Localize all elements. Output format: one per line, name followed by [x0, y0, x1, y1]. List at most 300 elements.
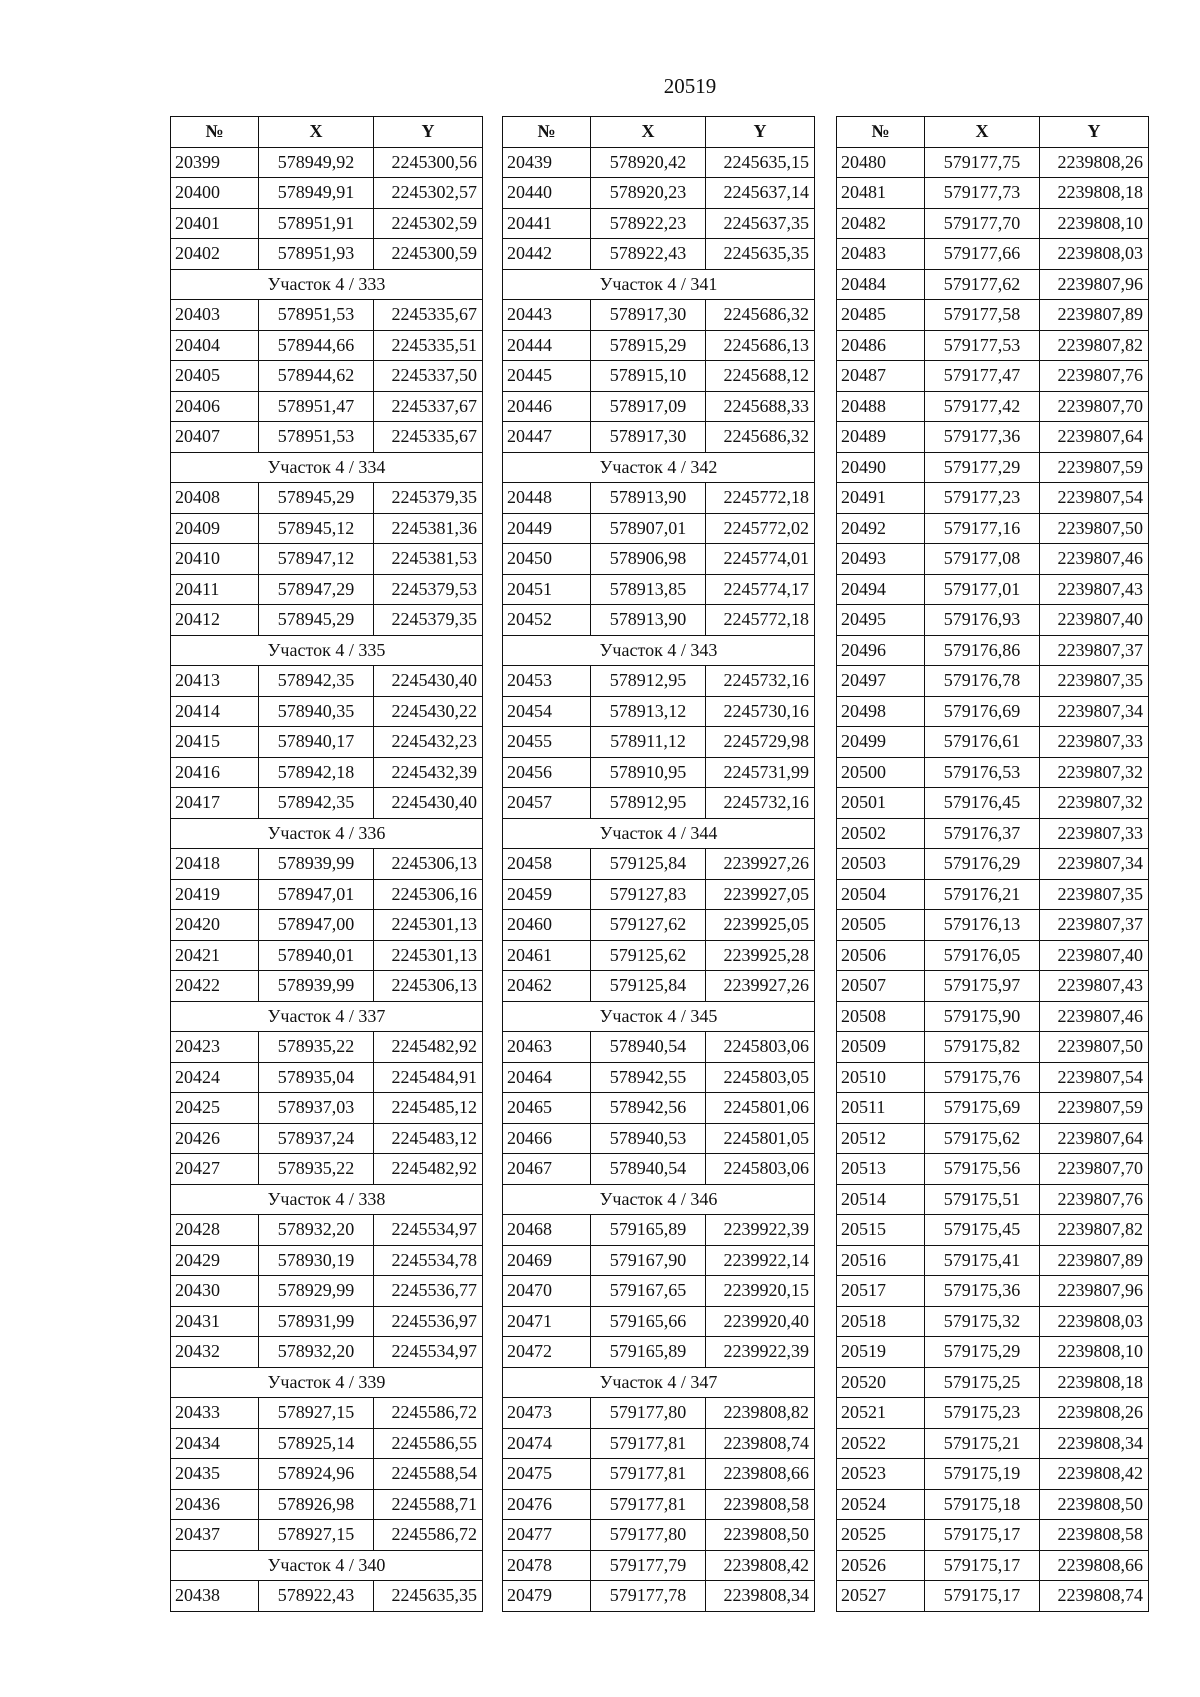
- x-coordinate-cell: 579176,13: [925, 910, 1040, 941]
- point-number-cell: 20509: [837, 1032, 925, 1063]
- y-coordinate-cell: 2245534,97: [374, 1215, 483, 1246]
- y-coordinate-cell: 2245731,99: [706, 757, 815, 788]
- x-coordinate-cell: 579177,81: [591, 1428, 706, 1459]
- section-row: [171, 1001, 483, 1032]
- y-coordinate-cell: 2245586,55: [374, 1428, 483, 1459]
- y-coordinate-cell: 2239922,14: [706, 1245, 815, 1276]
- table-row: [837, 513, 1149, 544]
- y-coordinate-cell: 2245379,53: [374, 574, 483, 605]
- table-row: [171, 483, 483, 514]
- y-coordinate-cell: 2239807,96: [1040, 269, 1149, 300]
- coordinates-table-3: [836, 116, 1149, 1612]
- y-coordinate-cell: 2245432,23: [374, 727, 483, 758]
- y-coordinate-cell: 2245306,13: [374, 971, 483, 1002]
- table-row: [837, 1123, 1149, 1154]
- point-number-cell: 20440: [503, 178, 591, 209]
- table-row: [837, 788, 1149, 819]
- y-coordinate-cell: 2245801,05: [706, 1123, 815, 1154]
- x-coordinate-cell: 578929,99: [259, 1276, 374, 1307]
- x-coordinate-cell: 579177,80: [591, 1520, 706, 1551]
- table-row: [503, 1398, 815, 1429]
- x-coordinate-cell: 579177,81: [591, 1489, 706, 1520]
- point-number-cell: 20436: [171, 1489, 259, 1520]
- section-title: Участок 4 / 335: [171, 635, 483, 666]
- point-number-cell: 20460: [503, 910, 591, 941]
- y-coordinate-cell: 2245306,13: [374, 849, 483, 880]
- x-coordinate-cell: 579175,90: [925, 1001, 1040, 1032]
- point-number-cell: 20479: [503, 1581, 591, 1612]
- table-row: [837, 483, 1149, 514]
- x-coordinate-cell: 579175,21: [925, 1428, 1040, 1459]
- table-row: [837, 1459, 1149, 1490]
- table-row: [503, 971, 815, 1002]
- y-coordinate-cell: 2239807,32: [1040, 788, 1149, 819]
- section-row: [503, 818, 815, 849]
- x-coordinate-cell: 579176,37: [925, 818, 1040, 849]
- point-number-cell: 20407: [171, 422, 259, 453]
- table-row: [171, 1245, 483, 1276]
- point-number-cell: 20455: [503, 727, 591, 758]
- x-coordinate-cell: 578947,01: [259, 879, 374, 910]
- point-number-cell: 20515: [837, 1215, 925, 1246]
- y-coordinate-cell: 2239807,35: [1040, 879, 1149, 910]
- y-coordinate-cell: 2239807,54: [1040, 1062, 1149, 1093]
- section-row: [503, 452, 815, 483]
- table-row: [503, 1215, 815, 1246]
- column-header-number: №: [503, 117, 591, 148]
- table-row: [171, 757, 483, 788]
- point-number-cell: 20519: [837, 1337, 925, 1368]
- y-coordinate-cell: 2245686,13: [706, 330, 815, 361]
- point-number-cell: 20504: [837, 879, 925, 910]
- y-coordinate-cell: 2239927,05: [706, 879, 815, 910]
- x-coordinate-cell: 579175,82: [925, 1032, 1040, 1063]
- x-coordinate-cell: 579176,53: [925, 757, 1040, 788]
- table-row: [837, 696, 1149, 727]
- point-number-cell: 20451: [503, 574, 591, 605]
- x-coordinate-cell: 579177,62: [925, 269, 1040, 300]
- x-coordinate-cell: 579175,97: [925, 971, 1040, 1002]
- y-coordinate-cell: 2239807,34: [1040, 696, 1149, 727]
- section-row: [503, 1367, 815, 1398]
- point-number-cell: 20414: [171, 696, 259, 727]
- y-coordinate-cell: 2245588,54: [374, 1459, 483, 1490]
- point-number-cell: 20486: [837, 330, 925, 361]
- table-row: [837, 635, 1149, 666]
- x-coordinate-cell: 578931,99: [259, 1306, 374, 1337]
- x-coordinate-cell: 578942,35: [259, 666, 374, 697]
- x-coordinate-cell: 578922,43: [591, 239, 706, 270]
- point-number-cell: 20450: [503, 544, 591, 575]
- point-number-cell: 20404: [171, 330, 259, 361]
- table-row: [171, 605, 483, 636]
- point-number-cell: 20458: [503, 849, 591, 880]
- point-number-cell: 20426: [171, 1123, 259, 1154]
- y-coordinate-cell: 2245432,39: [374, 757, 483, 788]
- point-number-cell: 20467: [503, 1154, 591, 1185]
- x-coordinate-cell: 579127,83: [591, 879, 706, 910]
- x-coordinate-cell: 578945,12: [259, 513, 374, 544]
- table-row: [171, 422, 483, 453]
- x-coordinate-cell: 579177,78: [591, 1581, 706, 1612]
- x-coordinate-cell: 578922,43: [259, 1581, 374, 1612]
- point-number-cell: 20449: [503, 513, 591, 544]
- table-header-row: [503, 117, 815, 148]
- point-number-cell: 20419: [171, 879, 259, 910]
- table-row: [503, 1428, 815, 1459]
- y-coordinate-cell: 2239807,89: [1040, 300, 1149, 331]
- table-row: [837, 1520, 1149, 1551]
- section-row: [503, 269, 815, 300]
- point-number-cell: 20492: [837, 513, 925, 544]
- y-coordinate-cell: 2239922,39: [706, 1337, 815, 1368]
- y-coordinate-cell: 2239808,26: [1040, 1398, 1149, 1429]
- point-number-cell: 20401: [171, 208, 259, 239]
- point-number-cell: 20473: [503, 1398, 591, 1429]
- y-coordinate-cell: 2245300,56: [374, 147, 483, 178]
- table-row: [837, 666, 1149, 697]
- x-coordinate-cell: 578911,12: [591, 727, 706, 758]
- point-number-cell: 20510: [837, 1062, 925, 1093]
- y-coordinate-cell: 2245732,16: [706, 666, 815, 697]
- column-header-y: Y: [1040, 117, 1149, 148]
- table-row: [837, 727, 1149, 758]
- section-title: Участок 4 / 344: [503, 818, 815, 849]
- point-number-cell: 20507: [837, 971, 925, 1002]
- point-number-cell: 20487: [837, 361, 925, 392]
- x-coordinate-cell: 579176,86: [925, 635, 1040, 666]
- y-coordinate-cell: 2239808,18: [1040, 178, 1149, 209]
- section-row: [171, 1184, 483, 1215]
- table-header-row: [171, 117, 483, 148]
- point-number-cell: 20453: [503, 666, 591, 697]
- point-number-cell: 20478: [503, 1550, 591, 1581]
- y-coordinate-cell: 2245301,13: [374, 910, 483, 941]
- y-coordinate-cell: 2245586,72: [374, 1398, 483, 1429]
- y-coordinate-cell: 2239808,34: [706, 1581, 815, 1612]
- point-number-cell: 20505: [837, 910, 925, 941]
- x-coordinate-cell: 578927,15: [259, 1398, 374, 1429]
- point-number-cell: 20513: [837, 1154, 925, 1185]
- column-header-y: Y: [374, 117, 483, 148]
- x-coordinate-cell: 579176,29: [925, 849, 1040, 880]
- x-coordinate-cell: 579176,78: [925, 666, 1040, 697]
- y-coordinate-cell: 2245430,40: [374, 788, 483, 819]
- point-number-cell: 20444: [503, 330, 591, 361]
- x-coordinate-cell: 578949,92: [259, 147, 374, 178]
- x-coordinate-cell: 578944,62: [259, 361, 374, 392]
- x-coordinate-cell: 578935,22: [259, 1154, 374, 1185]
- point-number-cell: 20422: [171, 971, 259, 1002]
- table-row: [171, 330, 483, 361]
- table-row: [171, 361, 483, 392]
- table-row: [837, 1337, 1149, 1368]
- table-row: [837, 971, 1149, 1002]
- y-coordinate-cell: 2239927,26: [706, 971, 815, 1002]
- point-number-cell: 20475: [503, 1459, 591, 1490]
- point-number-cell: 20524: [837, 1489, 925, 1520]
- column-header-x: X: [925, 117, 1040, 148]
- table-row: [171, 300, 483, 331]
- x-coordinate-cell: 579175,23: [925, 1398, 1040, 1429]
- column-header-number: №: [837, 117, 925, 148]
- table-row: [503, 727, 815, 758]
- point-number-cell: 20477: [503, 1520, 591, 1551]
- point-number-cell: 20491: [837, 483, 925, 514]
- table-row: [171, 940, 483, 971]
- x-coordinate-cell: 579175,17: [925, 1550, 1040, 1581]
- x-coordinate-cell: 578939,99: [259, 971, 374, 1002]
- section-row: [171, 1550, 483, 1581]
- x-coordinate-cell: 578940,54: [591, 1032, 706, 1063]
- x-coordinate-cell: 578945,29: [259, 605, 374, 636]
- y-coordinate-cell: 2239808,74: [1040, 1581, 1149, 1612]
- y-coordinate-cell: 2239807,32: [1040, 757, 1149, 788]
- x-coordinate-cell: 578913,90: [591, 605, 706, 636]
- point-number-cell: 20421: [171, 940, 259, 971]
- table-row: [503, 147, 815, 178]
- x-coordinate-cell: 579177,80: [591, 1398, 706, 1429]
- x-coordinate-cell: 579177,58: [925, 300, 1040, 331]
- x-coordinate-cell: 579175,19: [925, 1459, 1040, 1490]
- x-coordinate-cell: 578913,12: [591, 696, 706, 727]
- point-number-cell: 20448: [503, 483, 591, 514]
- point-number-cell: 20400: [171, 178, 259, 209]
- table-row: [503, 879, 815, 910]
- section-row: [171, 1367, 483, 1398]
- x-coordinate-cell: 578913,90: [591, 483, 706, 514]
- y-coordinate-cell: 2245772,02: [706, 513, 815, 544]
- y-coordinate-cell: 2245536,77: [374, 1276, 483, 1307]
- x-coordinate-cell: 578951,93: [259, 239, 374, 270]
- y-coordinate-cell: 2239807,37: [1040, 910, 1149, 941]
- table-row: [837, 391, 1149, 422]
- x-coordinate-cell: 579175,69: [925, 1093, 1040, 1124]
- table-row: [837, 1276, 1149, 1307]
- table-row: [837, 452, 1149, 483]
- y-coordinate-cell: 2245637,14: [706, 178, 815, 209]
- x-coordinate-cell: 579175,25: [925, 1367, 1040, 1398]
- y-coordinate-cell: 2239807,34: [1040, 849, 1149, 880]
- table-row: [171, 239, 483, 270]
- table-row: [837, 1489, 1149, 1520]
- table-row: [837, 1154, 1149, 1185]
- table-row: [837, 1093, 1149, 1124]
- table-row: [837, 574, 1149, 605]
- point-number-cell: 20502: [837, 818, 925, 849]
- point-number-cell: 20500: [837, 757, 925, 788]
- y-coordinate-cell: 2245801,06: [706, 1093, 815, 1124]
- point-number-cell: 20497: [837, 666, 925, 697]
- x-coordinate-cell: 578940,54: [591, 1154, 706, 1185]
- section-title: Участок 4 / 341: [503, 269, 815, 300]
- column-header-x: X: [259, 117, 374, 148]
- x-coordinate-cell: 578920,42: [591, 147, 706, 178]
- page-number: 20519: [663, 74, 717, 98]
- point-number-cell: 20466: [503, 1123, 591, 1154]
- table-row: [503, 910, 815, 941]
- table-row: [171, 208, 483, 239]
- table-row: [171, 1398, 483, 1429]
- table-row: [171, 849, 483, 880]
- section-title: Участок 4 / 343: [503, 635, 815, 666]
- point-number-cell: 20417: [171, 788, 259, 819]
- table-row: [171, 178, 483, 209]
- x-coordinate-cell: 579165,89: [591, 1337, 706, 1368]
- point-number-cell: 20511: [837, 1093, 925, 1124]
- table-row: [837, 269, 1149, 300]
- y-coordinate-cell: 2239807,70: [1040, 1154, 1149, 1185]
- point-number-cell: 20512: [837, 1123, 925, 1154]
- table-row: [171, 544, 483, 575]
- x-coordinate-cell: 578949,91: [259, 178, 374, 209]
- point-number-cell: 20471: [503, 1306, 591, 1337]
- y-coordinate-cell: 2239922,39: [706, 1215, 815, 1246]
- point-number-cell: 20499: [837, 727, 925, 758]
- x-coordinate-cell: 579125,62: [591, 940, 706, 971]
- point-number-cell: 20470: [503, 1276, 591, 1307]
- x-coordinate-cell: 579176,21: [925, 879, 1040, 910]
- x-coordinate-cell: 579177,70: [925, 208, 1040, 239]
- table-row: [837, 910, 1149, 941]
- point-number-cell: 20410: [171, 544, 259, 575]
- point-number-cell: 20493: [837, 544, 925, 575]
- table-row: [171, 971, 483, 1002]
- x-coordinate-cell: 578945,29: [259, 483, 374, 514]
- table-row: [503, 239, 815, 270]
- point-number-cell: 20443: [503, 300, 591, 331]
- y-coordinate-cell: 2245482,92: [374, 1032, 483, 1063]
- x-coordinate-cell: 578944,66: [259, 330, 374, 361]
- y-coordinate-cell: 2239807,76: [1040, 361, 1149, 392]
- section-row: [171, 818, 483, 849]
- x-coordinate-cell: 578932,20: [259, 1215, 374, 1246]
- x-coordinate-cell: 578917,09: [591, 391, 706, 422]
- y-coordinate-cell: 2239808,18: [1040, 1367, 1149, 1398]
- table-row: [171, 1276, 483, 1307]
- y-coordinate-cell: 2245732,16: [706, 788, 815, 819]
- x-coordinate-cell: 578935,22: [259, 1032, 374, 1063]
- x-coordinate-cell: 578927,15: [259, 1520, 374, 1551]
- x-coordinate-cell: 578907,01: [591, 513, 706, 544]
- point-number-cell: 20483: [837, 239, 925, 270]
- y-coordinate-cell: 2245534,97: [374, 1337, 483, 1368]
- point-number-cell: 20435: [171, 1459, 259, 1490]
- point-number-cell: 20423: [171, 1032, 259, 1063]
- x-coordinate-cell: 578917,30: [591, 422, 706, 453]
- point-number-cell: 20468: [503, 1215, 591, 1246]
- x-coordinate-cell: 579125,84: [591, 849, 706, 880]
- y-coordinate-cell: 2239808,50: [1040, 1489, 1149, 1520]
- x-coordinate-cell: 579175,56: [925, 1154, 1040, 1185]
- table-row: [171, 1428, 483, 1459]
- y-coordinate-cell: 2245688,12: [706, 361, 815, 392]
- table-row: [837, 178, 1149, 209]
- x-coordinate-cell: 579165,66: [591, 1306, 706, 1337]
- y-coordinate-cell: 2245335,67: [374, 422, 483, 453]
- point-number-cell: 20506: [837, 940, 925, 971]
- y-coordinate-cell: 2245586,72: [374, 1520, 483, 1551]
- point-number-cell: 20488: [837, 391, 925, 422]
- section-title: Участок 4 / 333: [171, 269, 483, 300]
- y-coordinate-cell: 2245772,18: [706, 605, 815, 636]
- x-coordinate-cell: 578926,98: [259, 1489, 374, 1520]
- x-coordinate-cell: 579177,81: [591, 1459, 706, 1490]
- table-row: [503, 788, 815, 819]
- table-row: [171, 1581, 483, 1612]
- table-row: [837, 1306, 1149, 1337]
- point-number-cell: 20425: [171, 1093, 259, 1124]
- table-row: [503, 361, 815, 392]
- y-coordinate-cell: 2239808,58: [1040, 1520, 1149, 1551]
- table-row: [503, 330, 815, 361]
- x-coordinate-cell: 578915,10: [591, 361, 706, 392]
- y-coordinate-cell: 2245306,16: [374, 879, 483, 910]
- x-coordinate-cell: 579167,65: [591, 1276, 706, 1307]
- point-number-cell: 20416: [171, 757, 259, 788]
- section-row: [171, 269, 483, 300]
- point-number-cell: 20517: [837, 1276, 925, 1307]
- table-row: [503, 483, 815, 514]
- table-row: [837, 1367, 1149, 1398]
- point-number-cell: 20476: [503, 1489, 591, 1520]
- x-coordinate-cell: 578942,56: [591, 1093, 706, 1124]
- point-number-cell: 20424: [171, 1062, 259, 1093]
- section-title: Участок 4 / 334: [171, 452, 483, 483]
- y-coordinate-cell: 2239808,10: [1040, 1337, 1149, 1368]
- table-row: [503, 1520, 815, 1551]
- y-coordinate-cell: 2239807,59: [1040, 1093, 1149, 1124]
- point-number-cell: 20432: [171, 1337, 259, 1368]
- x-coordinate-cell: 579125,84: [591, 971, 706, 1002]
- x-coordinate-cell: 578920,23: [591, 178, 706, 209]
- y-coordinate-cell: 2239808,66: [1040, 1550, 1149, 1581]
- table-row: [837, 1001, 1149, 1032]
- point-number-cell: 20508: [837, 1001, 925, 1032]
- y-coordinate-cell: 2245484,91: [374, 1062, 483, 1093]
- table-row: [503, 1489, 815, 1520]
- table-row: [837, 940, 1149, 971]
- table-row: [837, 361, 1149, 392]
- point-number-cell: 20516: [837, 1245, 925, 1276]
- x-coordinate-cell: 579175,29: [925, 1337, 1040, 1368]
- x-coordinate-cell: 579175,32: [925, 1306, 1040, 1337]
- y-coordinate-cell: 2245302,59: [374, 208, 483, 239]
- x-coordinate-cell: 578947,12: [259, 544, 374, 575]
- y-coordinate-cell: 2245381,53: [374, 544, 483, 575]
- point-number-cell: 20405: [171, 361, 259, 392]
- x-coordinate-cell: 578910,95: [591, 757, 706, 788]
- table-row: [171, 727, 483, 758]
- y-coordinate-cell: 2239807,64: [1040, 422, 1149, 453]
- y-coordinate-cell: 2239807,59: [1040, 452, 1149, 483]
- point-number-cell: 20433: [171, 1398, 259, 1429]
- point-number-cell: 20411: [171, 574, 259, 605]
- x-coordinate-cell: 578912,95: [591, 788, 706, 819]
- x-coordinate-cell: 579175,41: [925, 1245, 1040, 1276]
- y-coordinate-cell: 2245803,05: [706, 1062, 815, 1093]
- point-number-cell: 20441: [503, 208, 591, 239]
- table-row: [503, 1581, 815, 1612]
- table-row: [171, 1032, 483, 1063]
- y-coordinate-cell: 2239807,43: [1040, 574, 1149, 605]
- table-row: [837, 1550, 1149, 1581]
- x-coordinate-cell: 578947,29: [259, 574, 374, 605]
- y-coordinate-cell: 2239807,96: [1040, 1276, 1149, 1307]
- x-coordinate-cell: 578930,19: [259, 1245, 374, 1276]
- y-coordinate-cell: 2239808,58: [706, 1489, 815, 1520]
- x-coordinate-cell: 579177,79: [591, 1550, 706, 1581]
